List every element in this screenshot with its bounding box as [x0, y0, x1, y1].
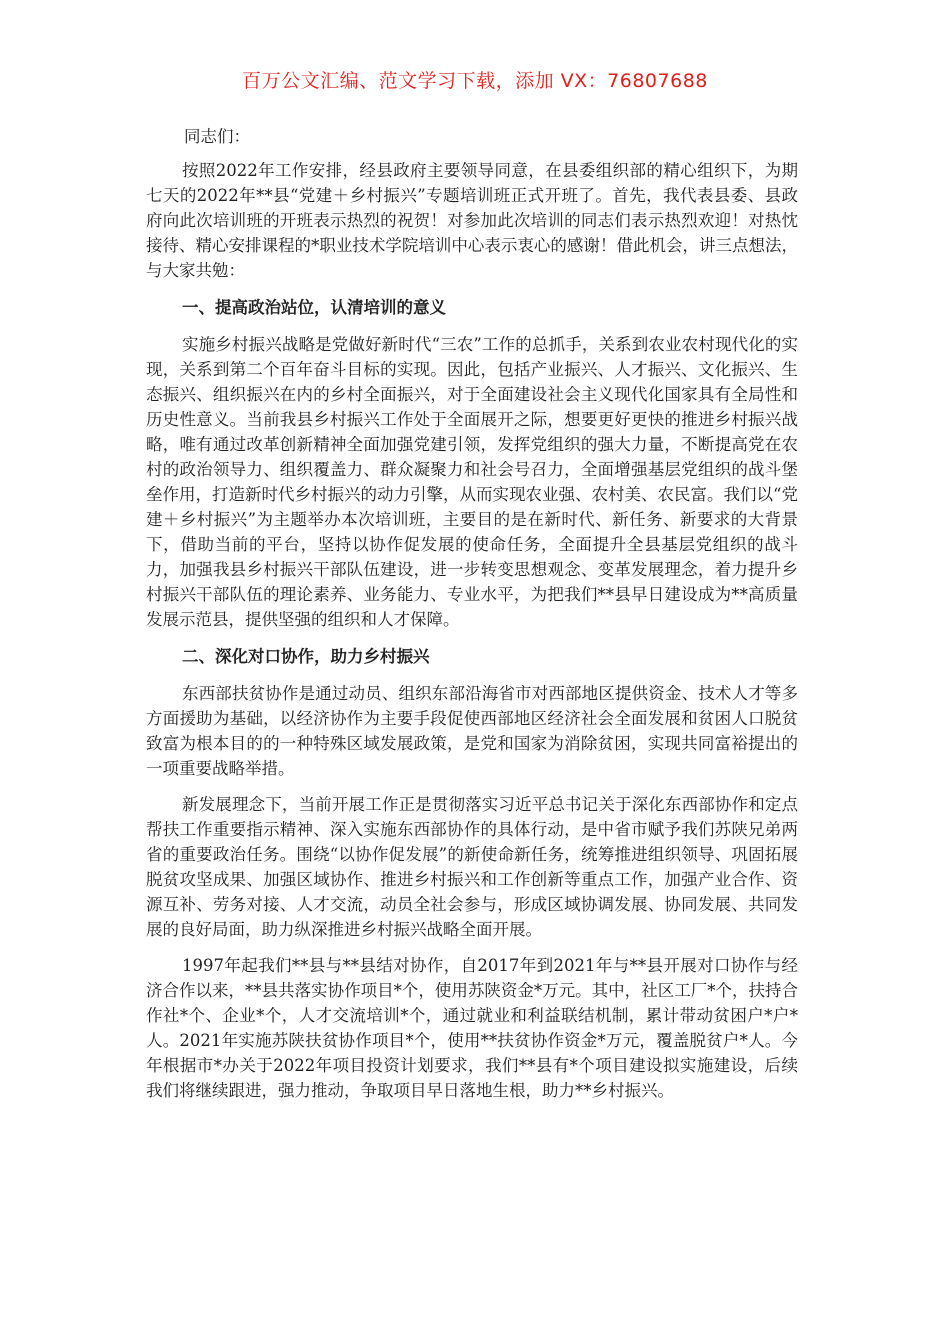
paragraph-section-2a: 东西部扶贫协作是通过动员、组织东部沿海省市对西部地区提供资金、技术人才等多方面援助为基础，以经济协作为主要手段促使西部地区经济社会全面发展和贫困人口脱贫致富为根本目的的一种特殊区域发展政策，是党和国家为消除贫困，实现共同富裕提出的一项重要战略举措。	[146, 684, 798, 778]
paragraph-section-1: 实施乡村振兴战略是党做好新时代“三农”工作的总抓手，关系到农业农村现代化的实现，关系到第二个百年奋斗目标的实现。因此，包括产业振兴、人才振兴、文化振兴、生态振兴、组织振兴在内的乡村全面振兴，对于全面建设社会主义现代化国家具有全局性和历史性意义。当前我县乡村振兴工作处于全面展开之际，想要更好更快的推进乡村振兴战略，唯有通过改革创新精神全面加强党建引领，发挥党组织的强大力量，不断提高党在农村的政治领导力、组织覆盖力、群众凝聚力和社会号召力，全面增强基层党组织的战斗堡垒作用，打造新时代乡村振兴的动力引擎，从而实现农业强、农村美、农民富。我们以“党建＋乡村振兴”为主题举办本次培训班，主要目的是在新时代、新任务、新要求的大背景下，借助当前的平台，坚持以协作促发展的使命任务，全面提升全县基层党组织的战斗力，加强我县乡村振兴干部队伍建设，进一步转变思想观念、变革发展理念，着力提升乡村振兴干部队伍的理论素养、业务能力、专业水平，为把我们**县早日建设成为**高质量发展示范县，提供坚强的组织和人才保障。	[146, 335, 798, 629]
salutation: 同志们：	[184, 127, 250, 146]
section-heading-2: 二、深化对口协作，助力乡村振兴	[182, 647, 430, 666]
paragraph-intro: 按照2022年工作安排，经县政府主要领导同意，在县委组织部的精心组织下，为期七天的2022年**县“党建＋乡村振兴”专题培训班正式开班了。首先，我代表县委、县政府向此次培训班的开班表示热烈的祝贺！对参加此次培训的同志们表示热烈欢迎！对热忱接待、精心安排课程的*职业技术学院培训中心表示衷心的感谢！借此机会，讲三点想法，与大家共勉：	[146, 161, 798, 280]
watermark-banner: 百万公文汇编、范文学习下载，添加 VX：76807688	[242, 70, 708, 92]
paragraph-section-2b: 新发展理念下，当前开展工作正是贯彻落实习近平总书记关于深化东西部协作和定点帮扶工作重要指示精神、深入实施东西部协作的具体行动，是中省市赋予我们苏陕兄弟两省的重要政治任务。围绕“以协作促发展”的新使命新任务，统筹推进组织领导、巩固拓展脱贫攻坚成果、加强区域协作、推进乡村振兴和工作创新等重点工作，加强产业合作、资源互补、劳务对接、人才交流，动员全社会参与，形成区域协调发展、协同发展、共同发展的良好局面，助力纵深推进乡村振兴战略全面开展。	[146, 795, 798, 939]
paragraph-section-2c: 1997年起我们**县与**县结对协作，自2017年到2021年与**县开展对口协作与经济合作以来，**县共落实协作项目*个，使用苏陕资金*万元。其中，社区工厂*个，扶持合作社*个、企业*个，人才交流培训*个，通过就业和利益联结机制，累计带动贫困户*户*人。2021年实施苏陕扶贫协作项目*个，使用**扶贫协作资金*万元，覆盖脱贫户*人。今年根据市*办关于2022年项目投资计划要求，我们**县有*个项目建设拟实施建设，后续我们将继续跟进，强力推动，争取项目早日落地生根，助力**乡村振兴。	[146, 956, 798, 1100]
document-body	[146, 122, 798, 1114]
section-heading-1: 一、提高政治站位，认清培训的意义	[182, 298, 446, 317]
